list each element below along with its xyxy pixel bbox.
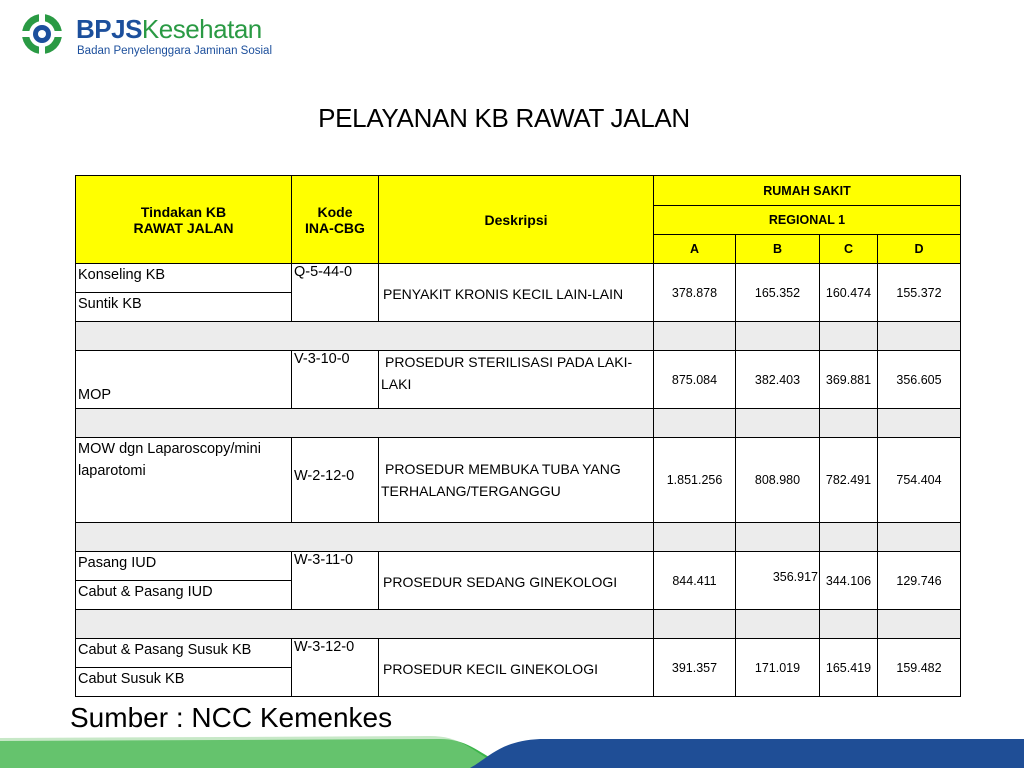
value-cell-d: 155.372 bbox=[878, 264, 961, 322]
table-row bbox=[76, 639, 961, 668]
description-cell: PROSEDUR KECIL GINEKOLOGI bbox=[379, 639, 654, 697]
tindakan-cell: Konseling KB bbox=[76, 264, 292, 293]
value-cell-d: 356.605 bbox=[878, 351, 961, 409]
brand-name-part2: Kesehatan bbox=[141, 14, 262, 44]
tindakan-cell: MOW dgn Laparoscopy/mini laparotomi bbox=[76, 438, 292, 523]
description-cell bbox=[379, 438, 654, 523]
value-cell-b: 808.980 bbox=[736, 438, 820, 523]
value-cell-c: 160.474 bbox=[820, 264, 878, 322]
code-cell: W-3-12-0 bbox=[292, 639, 379, 697]
table-row bbox=[76, 351, 961, 409]
code-cell: V-3-10-0 bbox=[292, 351, 379, 409]
value-cell-b: 165.352 bbox=[736, 264, 820, 322]
value-cell-b: 171.019 bbox=[736, 639, 820, 697]
tindakan-cell: Suntik KB bbox=[76, 293, 292, 322]
tindakan-cell: Cabut Susuk KB bbox=[76, 668, 292, 697]
value-cell-c: 165.419 bbox=[820, 639, 878, 697]
bpjs-emblem-icon bbox=[20, 12, 64, 56]
description-text: PROSEDUR MEMBUKA TUBA YANG TERHALANG/TERGANGGU bbox=[381, 461, 621, 499]
table-row bbox=[76, 264, 961, 293]
description-cell: PENYAKIT KRONIS KECIL LAIN-LAIN bbox=[379, 264, 654, 322]
spacer-row bbox=[76, 523, 961, 552]
tariff-table bbox=[75, 175, 961, 697]
page-title: PELAYANAN KB RAWAT JALAN bbox=[318, 103, 690, 133]
table-row bbox=[76, 552, 961, 581]
header-class-b: B bbox=[736, 235, 820, 264]
table-row bbox=[76, 438, 961, 523]
header-class-a: A bbox=[654, 235, 736, 264]
brand-name-part1: BPJS bbox=[76, 14, 142, 44]
description-cell bbox=[379, 351, 654, 409]
value-cell-d: 129.746 bbox=[878, 552, 961, 610]
description-text: PROSEDUR STERILISASI PADA LAKI-LAKI bbox=[381, 354, 633, 392]
header-class-d: D bbox=[878, 235, 961, 264]
spacer-row bbox=[76, 409, 961, 438]
description-cell: PROSEDUR SEDANG GINEKOLOGI bbox=[379, 552, 654, 610]
value-cell-d: 159.482 bbox=[878, 639, 961, 697]
header-class-c: C bbox=[820, 235, 878, 264]
value-cell-a: 1.851.256 bbox=[654, 438, 736, 523]
header-deskripsi: Deskripsi bbox=[379, 176, 654, 264]
footer-wave-decoration bbox=[0, 735, 1024, 768]
header-kode-line2: INA-CBG bbox=[305, 219, 365, 236]
brand-name bbox=[76, 14, 262, 45]
header-regional: REGIONAL 1 bbox=[654, 206, 961, 235]
code-cell: Q-5-44-0 bbox=[292, 264, 379, 322]
tindakan-cell: MOP bbox=[76, 351, 292, 409]
header-tindakan-line1: Tindakan KB bbox=[140, 203, 227, 220]
source-note: Sumber : NCC Kemenkes bbox=[70, 702, 393, 733]
value-cell-d: 754.404 bbox=[878, 438, 961, 523]
value-cell-a: 391.357 bbox=[654, 639, 736, 697]
header-tindakan-line2: RAWAT JALAN bbox=[133, 219, 234, 236]
header-tindakan bbox=[76, 176, 292, 264]
spacer-row bbox=[76, 610, 961, 639]
header-kode-line1: Kode bbox=[317, 203, 353, 220]
value-cell-c: 369.881 bbox=[820, 351, 878, 409]
value-cell-c: 344.106 bbox=[820, 552, 878, 610]
tindakan-cell: Cabut & Pasang IUD bbox=[76, 581, 292, 610]
value-cell-a: 844.411 bbox=[654, 552, 736, 610]
tindakan-cell: Pasang IUD bbox=[76, 552, 292, 581]
value-cell-b: 382.403 bbox=[736, 351, 820, 409]
code-cell: W-3-11-0 bbox=[292, 552, 379, 610]
header-kode bbox=[292, 176, 379, 264]
brand-subtitle: Badan Penyelenggara Jaminan Sosial bbox=[77, 45, 272, 57]
value-cell-a: 875.084 bbox=[654, 351, 736, 409]
value-cell-b: 356.917 bbox=[736, 552, 820, 610]
header-rumah-sakit: RUMAH SAKIT bbox=[654, 176, 961, 206]
code-cell: W-2-12-0 bbox=[292, 438, 379, 523]
bpjs-logo bbox=[20, 12, 290, 60]
tindakan-cell: Cabut & Pasang Susuk KB bbox=[76, 639, 292, 668]
spacer-row bbox=[76, 322, 961, 351]
value-cell-a: 378.878 bbox=[654, 264, 736, 322]
value-cell-c: 782.491 bbox=[820, 438, 878, 523]
